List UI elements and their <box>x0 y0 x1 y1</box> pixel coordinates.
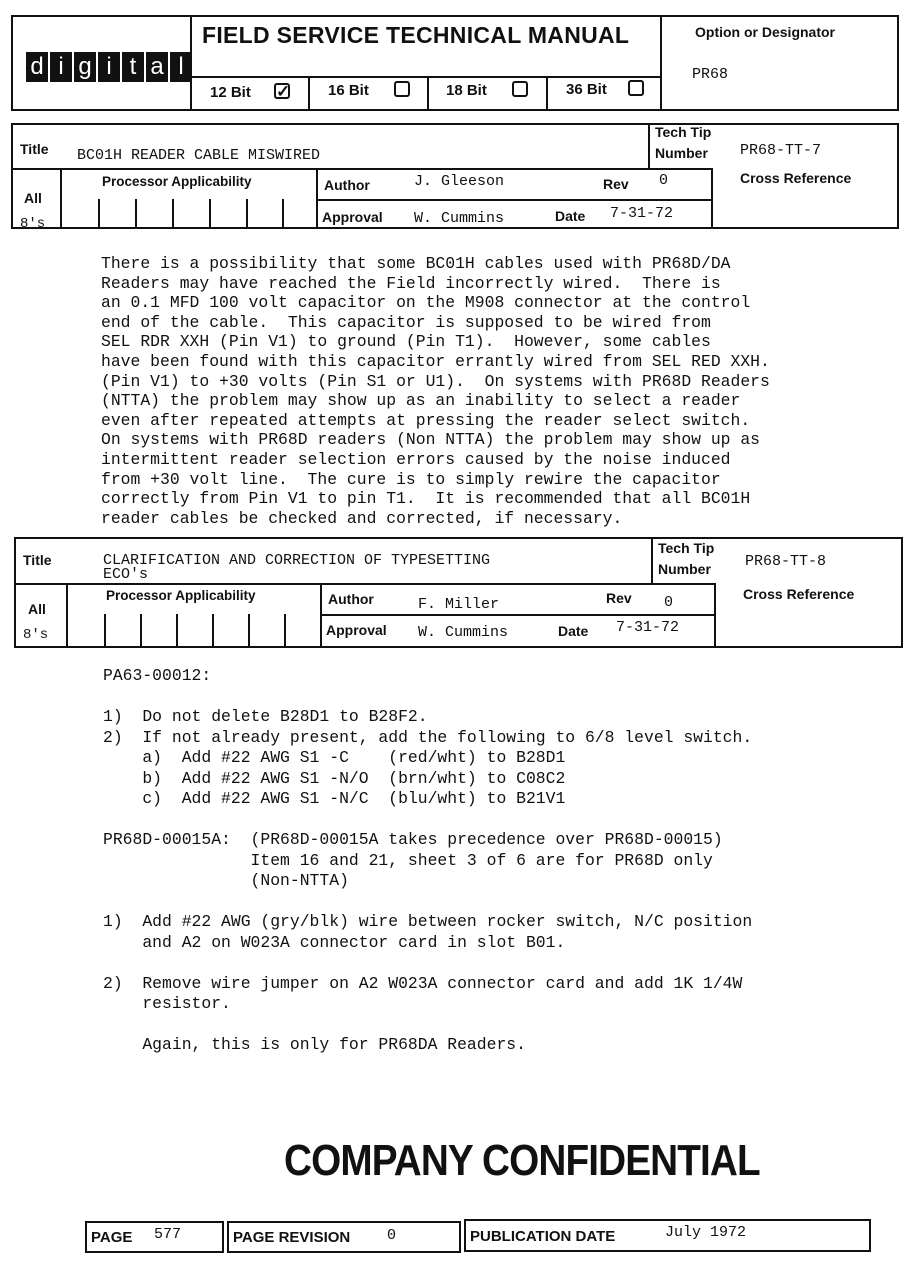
body-line: Again, this is only for PR68DA Readers. <box>103 1035 526 1054</box>
tip1-processor-label: Processor Applicability <box>102 174 252 189</box>
body-line: PA63-00012: <box>103 666 212 685</box>
body-line: 2) If not already present, add the following to 6/8 level switch. <box>103 727 753 747</box>
body-line: There is a possibility that some BC01H cables used with PR68D/DA <box>101 254 731 273</box>
logo-letter: l <box>170 52 192 82</box>
body-line: correctly from Pin V1 to pin T1. It is recommended that all BC01H <box>101 489 751 509</box>
body-line: 1) Add #22 AWG (gry/blk) wire between rocker switch, N/C position <box>103 912 753 931</box>
body-line: an 0.1 MFD 100 volt capacitor on the M908 connector at the control <box>101 293 751 313</box>
body-line: 2) Remove wire jumper on A2 W023A connector card and add 1K 1/4W <box>103 973 743 993</box>
bit-16-label: 16 Bit <box>328 82 369 99</box>
tip2-author-label: Author <box>328 591 374 607</box>
tip1-author: J. Gleeson <box>414 173 505 190</box>
page-revision: 0 <box>387 1227 397 1244</box>
tip2-approval-label: Approval <box>326 622 387 638</box>
body-line <box>103 953 752 974</box>
body-line: (NTTA) the problem may show up as an inability to select a reader <box>101 391 741 411</box>
logo-letter: d <box>26 52 48 82</box>
tip1-all-label: All <box>24 190 42 206</box>
logo-letter: t <box>122 52 144 82</box>
tip1-number-label: Number <box>655 145 708 161</box>
bit-18-label: 18 Bit <box>446 82 487 99</box>
logo-letter: i <box>98 52 120 82</box>
bit-18-checkbox[interactable] <box>512 81 528 97</box>
tip2-author: F. Miller <box>418 596 500 613</box>
page-number: 577 <box>154 1226 182 1243</box>
tip1-techtip-label: Tech Tip <box>655 124 712 140</box>
tip2-rev-label: Rev <box>606 590 632 606</box>
logo-letter: g <box>74 52 96 82</box>
manual-title: FIELD SERVICE TECHNICAL MANUAL <box>202 22 630 48</box>
tip2-all-label: All <box>28 601 46 617</box>
tip2-title-line2: ECO's <box>103 566 149 583</box>
bit-12-label: 12 Bit <box>210 84 251 101</box>
tip1-body <box>101 254 770 528</box>
page-revision-label: PAGE REVISION <box>233 1229 351 1246</box>
body-line: SEL RDR XXH (Pin V1) to ground (Pin T1). However, some cables <box>101 332 711 352</box>
logo-letter: a <box>146 52 168 82</box>
tip1-crossref-label: Cross Reference <box>740 170 852 186</box>
bit-36-checkbox[interactable] <box>628 80 644 96</box>
body-line: b) Add #22 AWG S1 -N/O (brn/wht) to C08C2 <box>103 768 566 788</box>
body-line: even after repeated attempts at pressing the reader select switch. <box>101 410 751 430</box>
body-line: (Pin V1) to +30 volts (Pin S1 or U1). On systems with PR68D Readers <box>101 371 770 391</box>
body-line <box>103 892 752 913</box>
tip2-body <box>103 666 752 1056</box>
tip2-techtip-number: PR68-TT-8 <box>745 553 827 570</box>
page-label: PAGE <box>91 1229 133 1246</box>
publication-date: July 1972 <box>665 1224 747 1241</box>
body-line: PR68D-00015A: (PR68D-00015A takes precedence over PR68D-00015) <box>103 830 723 849</box>
body-line: from +30 volt line. The cure is to simply rewire the capacitor <box>101 469 721 489</box>
body-line: On systems with PR68D readers (Non NTTA) the problem may show up as <box>101 430 761 450</box>
bit-16-checkbox[interactable] <box>394 81 410 97</box>
logo-letter: i <box>50 52 72 82</box>
digital-logo <box>26 52 194 82</box>
tip1-date: 7-31-72 <box>610 205 674 222</box>
bit-36-label: 36 Bit <box>566 81 607 98</box>
tip2-date: 7-31-72 <box>616 619 680 636</box>
tip2-date-label: Date <box>558 623 589 639</box>
body-line: c) Add #22 AWG S1 -N/C (blu/wht) to B21V1 <box>103 789 566 808</box>
check-mark-icon: ✓ <box>276 82 291 101</box>
tip1-title: BC01H READER CABLE MISWIRED <box>77 147 321 164</box>
body-line: end of the cable. This capacitor is supposed to be wired from <box>101 312 711 332</box>
tip1-techtip-number: PR68-TT-7 <box>740 142 822 159</box>
tip1-author-label: Author <box>324 177 370 193</box>
tip1-title-label: Title <box>20 141 49 157</box>
body-line: Readers may have reached the Field incorrectly wired. There is <box>101 273 721 293</box>
company-confidential-stamp: COMPANY CONFIDENTIAL <box>284 1136 760 1185</box>
body-line: and A2 on W023A connector card in slot B01. <box>103 932 566 952</box>
tip2-title: CLARIFICATION AND CORRECTION OF TYPESETTING <box>103 552 491 569</box>
body-line <box>103 1015 752 1036</box>
tip2-all-value: 8's <box>23 627 49 643</box>
tip1-approval-label: Approval <box>322 209 383 225</box>
option-value: PR68 <box>692 66 729 83</box>
tip2-approval: W. Cummins <box>418 624 509 641</box>
body-line: 1) Do not delete B28D1 to B28F2. <box>103 707 428 726</box>
tip1-date-label: Date <box>555 208 586 224</box>
tip1-rev: 0 <box>659 172 669 189</box>
body-line: reader cables be checked and corrected, if necessary. <box>101 508 623 528</box>
tip2-number-label: Number <box>658 561 711 577</box>
tip2-title-label: Title <box>23 552 52 568</box>
body-line: have been found with this capacitor errantly wired from SEL RED XXH. <box>101 351 770 371</box>
body-line: resistor. <box>103 994 231 1013</box>
publication-date-label: PUBLICATION DATE <box>470 1228 616 1245</box>
tip1-all-value: 8's <box>20 216 46 232</box>
tip1-rev-label: Rev <box>603 176 629 192</box>
body-line: (Non-NTTA) <box>103 871 349 890</box>
tip2-crossref-label: Cross Reference <box>743 586 855 602</box>
body-line <box>103 687 752 708</box>
body-line: a) Add #22 AWG S1 -C (red/wht) to B28D1 <box>103 748 566 767</box>
body-line <box>103 810 752 831</box>
option-label: Option or Designator <box>695 24 835 40</box>
tip1-approval: W. Cummins <box>414 210 505 227</box>
body-line: intermittent reader selection errors caused by the noise induced <box>101 449 731 469</box>
tip2-rev: 0 <box>664 594 674 611</box>
body-line: Item 16 and 21, sheet 3 of 6 are for PR68D only <box>103 850 713 870</box>
tip2-techtip-label: Tech Tip <box>658 540 715 556</box>
tip2-processor-label: Processor Applicability <box>106 588 256 603</box>
